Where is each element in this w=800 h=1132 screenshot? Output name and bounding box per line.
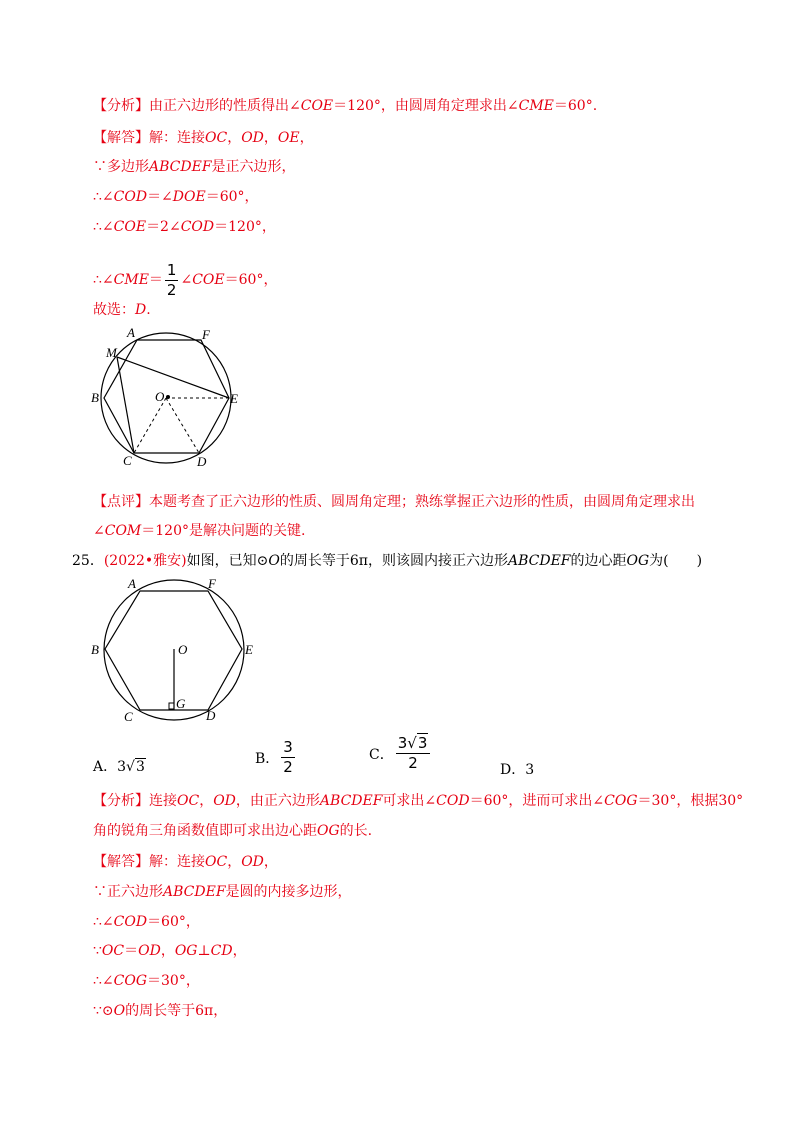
option-c-label: C． [369, 746, 394, 763]
solution-text: ∴∠ [93, 914, 114, 930]
option-a-coef: 3 [117, 759, 127, 775]
analysis-tag: 【分析】 [93, 98, 149, 114]
solution2-line-2 [93, 882, 352, 902]
angle-var: CME [518, 98, 554, 114]
segment-var: OD [241, 130, 264, 146]
answer-choice: D [135, 302, 147, 318]
figure-hexagon-apothem [88, 575, 263, 725]
solution-text: ∵正六边形 [93, 884, 163, 900]
segment-var: OE [277, 130, 300, 146]
option-a-radicand: 3 [135, 759, 145, 775]
solution-text: ∵多边形 [93, 159, 149, 175]
question-text: 的边心距 [570, 553, 627, 569]
polygon-var: ABCDEF [163, 884, 226, 900]
solution-text: 的周长等于6π， [125, 1003, 228, 1019]
solution2-line-1 [93, 852, 278, 872]
angle-var: DOE [172, 189, 206, 205]
angle-var: COE [113, 219, 147, 235]
analysis-text: 角的锐角三角函数值即可求出边心距 [93, 823, 317, 839]
question-number: 25． [72, 553, 104, 569]
solution-text: ＝60°， [224, 272, 278, 288]
solution-line-3 [93, 187, 259, 207]
angle-var: COD [113, 914, 148, 930]
option-a-label: A． [93, 759, 118, 775]
solution-line-5 [93, 258, 277, 302]
label-f: F [202, 327, 210, 342]
question-text: 如图，已知⊙ [186, 553, 269, 569]
solution2-line-5 [93, 971, 200, 991]
angle-var: COM [104, 523, 142, 539]
option-c[interactable] [369, 736, 432, 771]
option-a[interactable] [93, 756, 146, 776]
solution-text: ∴∠ [93, 272, 114, 288]
sqrt-symbol: √ [407, 734, 417, 752]
separator: ， [299, 130, 314, 146]
comment-line-1 [93, 492, 695, 512]
segment-var: OG [317, 823, 340, 839]
segment-var: OC [205, 854, 228, 870]
label-a: A [128, 576, 136, 591]
segment-var: OG [174, 943, 198, 959]
label-d: D [206, 708, 216, 723]
analysis-text: 连接 [149, 793, 177, 809]
separator: ， [263, 130, 278, 146]
option-b[interactable] [255, 740, 297, 775]
solution2-line-4 [93, 941, 247, 961]
analysis-text: ＝60°. [553, 98, 598, 114]
segment-var: OC [101, 943, 125, 959]
polygon-var: ABCDEF [149, 159, 212, 175]
label-g: G [176, 696, 186, 711]
solution-line-6 [93, 300, 151, 320]
segment-var: OD [138, 943, 161, 959]
circle-var: O [113, 1003, 126, 1019]
solution-text: 解：连接 [149, 130, 205, 146]
solution-tag: 【解答】 [93, 130, 149, 146]
question-source: (2022•雅安) [103, 553, 187, 569]
perpendicular-symbol: ⊥ [197, 943, 211, 959]
segment-var: OC [177, 793, 200, 809]
angle-var: COD [113, 189, 148, 205]
angle-var: COG [604, 793, 638, 809]
option-d[interactable] [500, 759, 534, 779]
segment-var: OC [205, 130, 228, 146]
label-e: E [230, 391, 238, 406]
solution-text: ＝2∠ [146, 219, 181, 235]
angle-var: COD [436, 793, 470, 809]
solution-text: ∴∠ [93, 189, 114, 205]
option-d-label: D． [500, 762, 526, 778]
question-text: 的周长等于6π，则该圆内接正六边形 [279, 553, 508, 569]
solution2-line-3 [93, 912, 200, 932]
solution-text: ＝120°， [214, 219, 276, 235]
analysis-tag: 【分析】 [93, 793, 149, 809]
angle-var: COE [300, 98, 334, 114]
comment-text: ＝120°是解决问题的关键. [141, 523, 306, 539]
numerator-coef: 3 [397, 734, 408, 752]
separator: ， [232, 943, 247, 959]
option-b-fraction [281, 740, 295, 775]
sqrt-symbol: √ [126, 759, 135, 775]
comment-text: ∠ [93, 523, 105, 539]
segment-var: OD [241, 854, 264, 870]
analysis2-line-2 [93, 821, 372, 841]
label-e: E [245, 642, 253, 657]
separator: ， [199, 793, 214, 809]
fraction-denominator: 2 [166, 280, 177, 299]
comment-line-2 [93, 521, 305, 541]
label-b: B [91, 390, 99, 405]
separator: ， [227, 130, 242, 146]
analysis-text: ，由正六边形 [235, 793, 320, 809]
separator: ， [160, 943, 175, 959]
fraction-denominator: 2 [408, 754, 418, 772]
solution2-line-6 [93, 1001, 227, 1021]
solution-line-2 [93, 157, 296, 177]
solution-text: ＝60°， [205, 189, 259, 205]
fraction-denominator: 2 [283, 758, 293, 776]
solution-text: ＝30°， [147, 973, 200, 989]
segment-od-dashed [166, 398, 199, 453]
analysis-line-1 [93, 96, 597, 116]
option-d-value: 3 [525, 762, 535, 778]
fraction-numerator: 3 [283, 738, 293, 756]
analysis-text: ＝120°，由圆周角定理求出∠ [333, 98, 519, 114]
option-b-label: B． [255, 750, 280, 767]
fraction-numerator: 1 [166, 260, 177, 279]
fraction-one-half [165, 260, 179, 299]
label-c: C [124, 709, 133, 724]
segment-oc-dashed [134, 398, 166, 453]
solution-text: ∴∠ [93, 973, 114, 989]
circle-var: O [268, 553, 280, 569]
solution-line-1 [93, 128, 314, 148]
label-d: D [197, 454, 207, 469]
label-b: B [91, 642, 99, 657]
label-f: F [208, 576, 216, 591]
numerator-radicand: 3 [417, 734, 428, 752]
solution-text: 是正六边形， [211, 159, 296, 175]
analysis-text: ＝30°，根据30° [637, 793, 744, 809]
analysis-text: 可求出∠ [382, 793, 437, 809]
solution-text: ＝60°， [147, 914, 200, 930]
solution-text: ∵ [93, 943, 102, 959]
analysis-text: 的长. [339, 823, 373, 839]
solution-tag: 【解答】 [93, 854, 149, 870]
separator: ， [227, 854, 242, 870]
angle-var: COG [113, 973, 148, 989]
solution-text: ＝ [124, 943, 139, 959]
center-point-o [166, 395, 170, 399]
label-o: O [178, 642, 188, 657]
label-c: C [123, 453, 132, 468]
segment-var: OG [626, 553, 650, 569]
solution-text: ∵⊙ [93, 1003, 114, 1019]
segment-var: CD [210, 943, 233, 959]
segment-var: OD [213, 793, 236, 809]
solution-text: . [146, 302, 151, 318]
label-m: M [106, 345, 117, 360]
figure-hexagon-inscribed-angle [90, 325, 250, 470]
analysis-text: ＝60°，进而可求出∠ [469, 793, 605, 809]
option-c-fraction [396, 736, 431, 771]
polygon-var: ABCDEF [507, 553, 571, 569]
comment-text: 本题考查了正六边形的性质、圆周角定理；熟练掌握正六边形的性质，由圆周角定理求出 [149, 494, 695, 510]
solution-text: ＝ [148, 272, 163, 288]
polygon-var: ABCDEF [319, 793, 383, 809]
question-25 [72, 551, 702, 571]
analysis2-line-1 [93, 791, 743, 811]
question-text: 为( ) [649, 553, 703, 569]
right-angle-mark [169, 703, 174, 709]
separator: ， [263, 854, 278, 870]
angle-var: COD [180, 219, 215, 235]
solution-text: ∠ [180, 272, 193, 288]
solution-text: 故选： [93, 302, 135, 318]
solution-text: ＝∠ [147, 189, 173, 205]
angle-var: CME [113, 272, 149, 288]
solution-line-4 [93, 217, 276, 237]
label-o: O [155, 389, 165, 404]
solution-text: 是圆的内接多边形， [225, 884, 352, 900]
solution-text: 解：连接 [149, 854, 205, 870]
label-a: A [127, 325, 135, 340]
angle-var: COE [192, 272, 225, 288]
comment-tag: 【点评】 [93, 494, 149, 510]
solution-text: ∴∠ [93, 219, 114, 235]
analysis-text: 由正六边形的性质得出∠ [149, 98, 301, 114]
fraction-numerator [396, 736, 431, 751]
